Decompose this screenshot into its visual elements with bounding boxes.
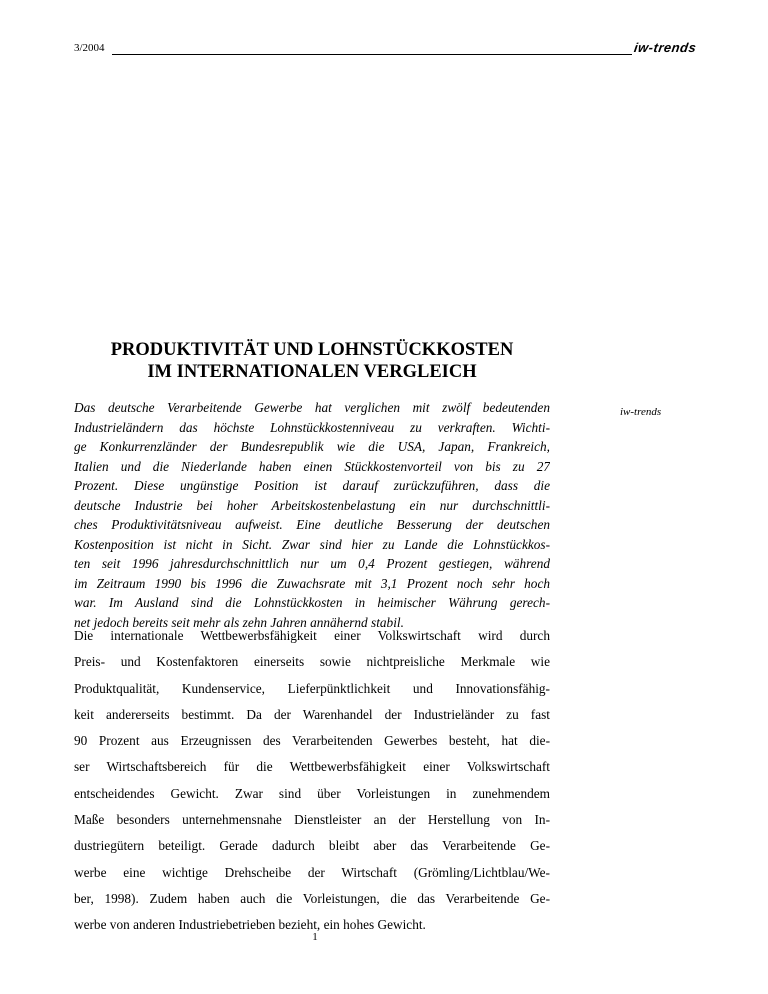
body-line: ber, 1998). Zudem haben auch die Vorleistungen, die das Verarbeitende Ge- [74,890,550,906]
body-paragraph [74,623,550,939]
margin-note: iw-trends [620,406,662,418]
issue-number: 3/2004 [74,42,105,54]
body-line: dustriegütern beteiligt. Gerade dadurch bleibt aber das Verarbeitende Ge- [74,838,550,854]
title-line-1: PRODUKTIVITÄT UND LOHNSTÜCKKOSTEN [110,340,514,360]
abstract-line: im Zeitraum 1990 bis 1996 die Zuwachsrate mit 3,1 Prozent noch sehr hoch [74,575,550,591]
iw-trends-logo: iw-trends [633,40,698,55]
body-line: Preis- und Kostenfaktoren einerseits sowie nichtpreisliche Merkmale wie [74,654,550,670]
abstract-line: Prozent. Diese ungünstige Position ist darauf zurückzuführen, dass die [74,478,550,493]
abstract [74,398,550,632]
body-line: werbe eine wichtige Drehscheibe der Wirtschaft (Grömling/Lichtblau/We- [74,864,550,880]
abstract-line: Kostenposition ist nicht in Sicht. Zwar sind hier zu Lande die Lohnstückkos- [74,536,550,552]
article-title [74,339,550,383]
title-line-2: IM INTERNATIONALEN VERGLEICH [147,362,477,382]
header-rule [112,54,632,55]
abstract-line: Das deutsche Verarbeitende Gewerbe hat verglichen mit zwölf bedeutenden [74,400,550,415]
abstract-line: deutsche Industrie bei hoher Arbeitskostenbelastung ein nur durchschnittli- [74,497,550,513]
abstract-line: ten seit 1996 jahresdurchschnittlich nur um 0,4 Prozent gestiegen, während [74,556,550,571]
body-line: Produktqualität, Kundenservice, Lieferpünktlichkeit und Innovationsfähig- [74,680,550,696]
abstract-line: Italien und die Niederlande haben einen Stückkostenvorteil von bis zu 27 [74,458,550,474]
body-line: Die internationale Wettbewerbsfähigkeit einer Volkswirtschaft wird durch [74,628,550,643]
body-line: werbe von anderen Industriebetrieben bezieht, ein hohes Gewicht. [74,917,426,933]
abstract-line: ge Konkurrenzländer der Bundesrepublik wie die USA, Japan, Frankreich, [74,439,550,454]
body-line: Maße besonders unternehmensnahe Dienstleister an der Herstellung von In- [74,812,550,828]
body-line: ser Wirtschaftsbereich für die Wettbewerbsfähigkeit einer Volkswirtschaft [74,759,550,775]
abstract-line: ches Produktivitätsniveau aufweist. Eine deutliche Besserung der deutschen [74,517,550,532]
running-header [74,41,700,59]
body-line: 90 Prozent aus Erzeugnissen des Verarbeitenden Gewerbes besteht, hat die- [74,733,550,749]
abstract-line: Industrieländern das höchste Lohnstückkostenniveau zu verkraften. Wichti- [74,419,550,435]
body-line: keit andererseits bestimmt. Da der Warenhandel der Industrieländer zu fast [74,706,550,722]
page-number: 1 [312,931,318,943]
abstract-line: net jedoch bereits seit mehr als zehn Jahren annähernd stabil. [74,614,404,630]
body-line: entscheidendes Gewicht. Zwar sind über Vorleistungen in zunehmendem [74,785,550,801]
abstract-line: war. Im Ausland sind die Lohnstückkosten in heimischer Währung gerech- [74,595,550,610]
